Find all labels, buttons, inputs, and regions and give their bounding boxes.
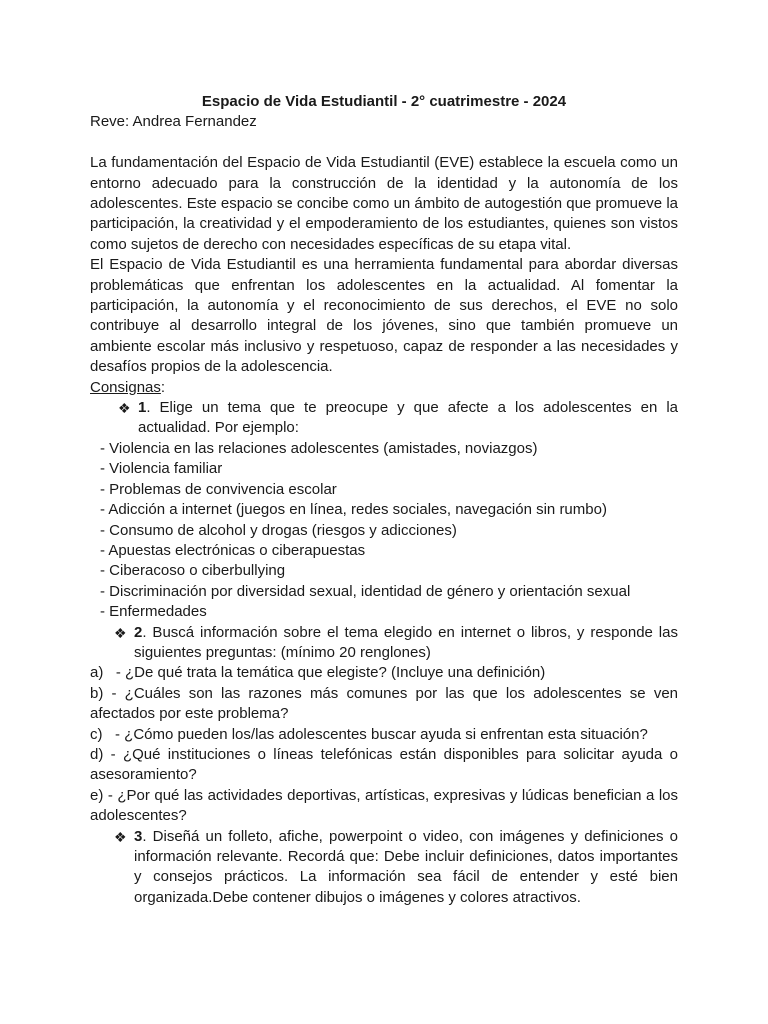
list-item: - Consumo de alcohol y drogas (riesgos y adicciones) [100, 521, 457, 539]
author-line: Reve: Andrea Fernandez [90, 113, 257, 131]
list-item: - Discriminación por diversidad sexual, identidad de género y orientación sexual [100, 582, 631, 600]
consignas-colon: : [160, 378, 166, 396]
spacer [90, 133, 678, 153]
question-c: c) - ¿Cómo pueden los/las adolescentes buscar ayuda si enfrentan esta situación? [90, 725, 648, 743]
question-b: b) - ¿Cuáles son las razones más comunes por las que los adolescentes se ven afectados por este problema? [90, 684, 678, 723]
consignas-heading [90, 378, 678, 398]
list-item: - Apuestas electrónicas o ciberapuestas [100, 541, 366, 559]
list-item: - Violencia familiar [100, 460, 223, 478]
intro-paragraph-1: La fundamentación del Espacio de Vida Estudiantil (EVE) establece la escuela como un entorno adecuado para la construcción de la identidad y la autonomía de los adolescentes. Este espacio se concibe como un ámbito de autogestión que promueve la participación, la creatividad y el empoderamiento de los estudiantes, quienes son vistos como sujetos de derecho con necesidades específicas de su etapa vital. [90, 154, 678, 253]
list-item: - Adicción a internet (juegos en línea, redes sociales, navegación sin rumbo) [100, 501, 607, 519]
consigna-1-number: 1 [138, 399, 147, 417]
document-page [90, 92, 678, 908]
diamond-bullet-icon: ❖ [114, 624, 127, 641]
consigna-1-body: . Elige un tema que te preocupe y que afecte a los adolescentes en la actualidad. Por ejemplo: [138, 399, 678, 437]
document-title: Espacio de Vida Estudiantil - 2° cuatrimestre - 2024 [201, 93, 567, 110]
question-a: a) - ¿De qué trata la temática que elegiste? (Incluye una definición) [90, 664, 546, 682]
consigna-item-1 [90, 398, 678, 439]
consigna-3-text [134, 827, 678, 909]
consigna-2-number: 2 [134, 623, 143, 641]
consigna-item-2 [90, 623, 678, 664]
question-e: e) - ¿Por qué las actividades deportivas, artísticas, expresivas y lúdicas benefician a los adolescentes? [90, 786, 678, 825]
consigna-2-body: . Buscá información sobre el tema elegido en internet o libros, y responde las siguientes preguntas: (mínimo 20 renglones) [134, 623, 678, 661]
consigna-2-text [134, 623, 678, 664]
consigna-item-3 [90, 827, 678, 909]
list-item: - Ciberacoso o ciberbullying [100, 562, 286, 580]
diamond-bullet-icon: ❖ [118, 400, 131, 417]
list-item: - Enfermedades [100, 603, 207, 621]
list-item: - Problemas de convivencia escolar [100, 480, 337, 498]
consigna-3-number: 3 [134, 827, 143, 845]
intro-paragraph-2: El Espacio de Vida Estudiantil es una herramienta fundamental para abordar diversas problemáticas que enfrentan los adolescentes en la actualidad. Al fomentar la participación, la autonomía y el reconocimiento de sus derechos, el EVE no solo contribuye al desarrollo integral de los jóvenes, sino que también promueve un ambiente escolar más inclusivo y respetuoso, capaz de responder a las necesidades y desafíos propios de la adolescencia. [90, 256, 678, 376]
topic-list [90, 439, 678, 623]
consigna-3-body: . Diseñá un folleto, afiche, powerpoint o video, con imágenes y definiciones o información relevante. Recordá que: Debe incluir definiciones, datos importantes y consejos prácticos. La información sea fácil de entender y esté bien organizada.Debe contener dibujos o imágenes y colores atractivos. [134, 827, 678, 906]
consigna-1-text [138, 398, 678, 439]
question-d: d) - ¿Qué instituciones o líneas telefónicas están disponibles para solicitar ayuda o asesoramiento? [90, 745, 678, 784]
list-item: - Violencia en las relaciones adolescentes (amistades, noviazgos) [100, 439, 538, 457]
consignas-label: Consignas [90, 378, 161, 396]
diamond-bullet-icon: ❖ [114, 828, 127, 845]
